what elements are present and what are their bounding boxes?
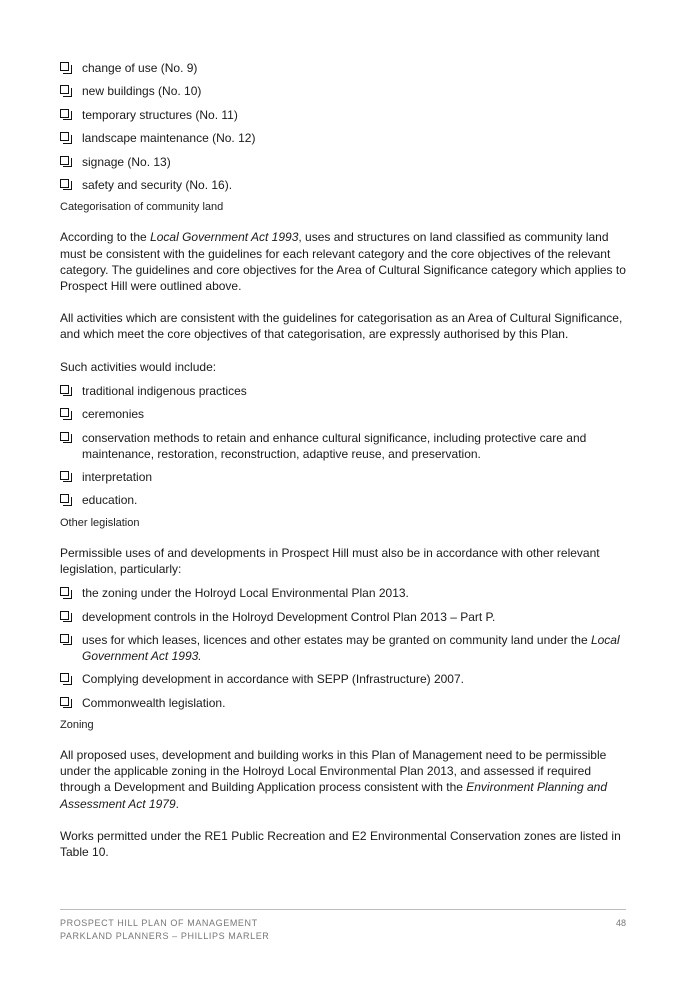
bullet-list-uses [60,60,630,193]
checkbox-bullet-icon [60,673,69,682]
footer-author: PARKLAND PLANNERS – PHILLIPS MARLER [60,931,270,941]
checkbox-bullet-icon [60,62,69,71]
checkbox-bullet-icon [60,179,69,188]
checkbox-bullet-icon [60,408,69,417]
checkbox-bullet-icon [60,156,69,165]
list-item: Complying development in accordance with SEPP (Infrastructure) 2007. [60,671,630,687]
checkbox-bullet-icon [60,587,69,596]
checkbox-bullet-icon [60,85,69,94]
list-item: signage (No. 13) [60,154,630,170]
list-item: development controls in the Holroyd Development Control Plan 2013 – Part P. [60,609,630,625]
paragraph-permissible-uses: Permissible uses of and developments in Prospect Hill must also be in accordance with other relevant legislation, particularly: [60,545,600,576]
checkbox-bullet-icon [60,132,69,141]
document-page [60,60,630,876]
bullet-list-legislation [60,585,630,711]
list-item: ceremonies [60,406,630,422]
list-item: Commonwealth legislation. [60,695,630,711]
bullet-list-activities [60,383,630,509]
paragraph-works-permitted: Works permitted under the RE1 Public Recreation and E2 Environmental Conservation zones are listed in Table 10. [60,828,621,860]
list-item: education. [60,492,630,508]
section-heading-other-legislation: Other legislation [60,516,140,529]
checkbox-bullet-icon [60,109,69,118]
list-item: change of use (No. 9) [60,60,630,76]
footer-document-title: PROSPECT HILL PLAN OF MANAGEMENT [60,918,258,928]
list-item: interpretation [60,469,630,485]
list-item: landscape maintenance (No. 12) [60,130,630,146]
section-heading-categorisation: Categorisation of community land [60,201,224,214]
paragraph-zoning: All proposed uses, development and building works in this Plan of Management need to be permissible under the applicable zoning in the Holroyd Local Environmental Plan 2013, and assessed if required through a Development and Building Application process consistent with the Environment Planning and Assessment Act 1979. [60,748,608,811]
list-item: traditional indigenous practices [60,383,630,399]
checkbox-bullet-icon [60,385,69,394]
checkbox-bullet-icon [60,432,69,441]
list-item: safety and security (No. 16). [60,177,630,193]
list-item: conservation methods to retain and enhance cultural significance, including protective care and maintenance, restoration, reconstruction, adaptive reuse, and preservation. [60,430,630,462]
checkbox-bullet-icon [60,471,69,480]
section-heading-zoning: Zoning [60,719,94,732]
checkbox-bullet-icon [60,634,69,643]
list-item: new buildings (No. 10) [60,83,630,99]
paragraph-activities-include: Such activities would include: [60,359,217,374]
paragraph-activities-authorised: All activities which are consistent with the guidelines for categorisation as an Area of Cultural Significance, and which meet the core objectives of that categorisation, are expressly authorised by this Plan. [60,311,623,342]
paragraph-local-government-act: According to the Local Government Act 1993, uses and structures on land classified as community land must be consistent with the guidelines for each relevant category and the core objectives of the relevant category. The guidelines and core objectives for the Area of Cultural Significance category which applies to Prospect Hill were outlined above. [60,230,626,293]
list-item: the zoning under the Holroyd Local Environmental Plan 2013. [60,585,630,601]
list-item: uses for which leases, licences and other estates may be granted on community land under the Local Government Act 1993. [60,632,630,664]
footer-divider [60,909,626,910]
list-item: temporary structures (No. 11) [60,107,630,123]
page-footer [60,917,626,943]
checkbox-bullet-icon [60,697,69,706]
checkbox-bullet-icon [60,494,69,503]
footer-titles [60,917,626,943]
page-number: 48 [615,918,626,928]
checkbox-bullet-icon [60,611,69,620]
